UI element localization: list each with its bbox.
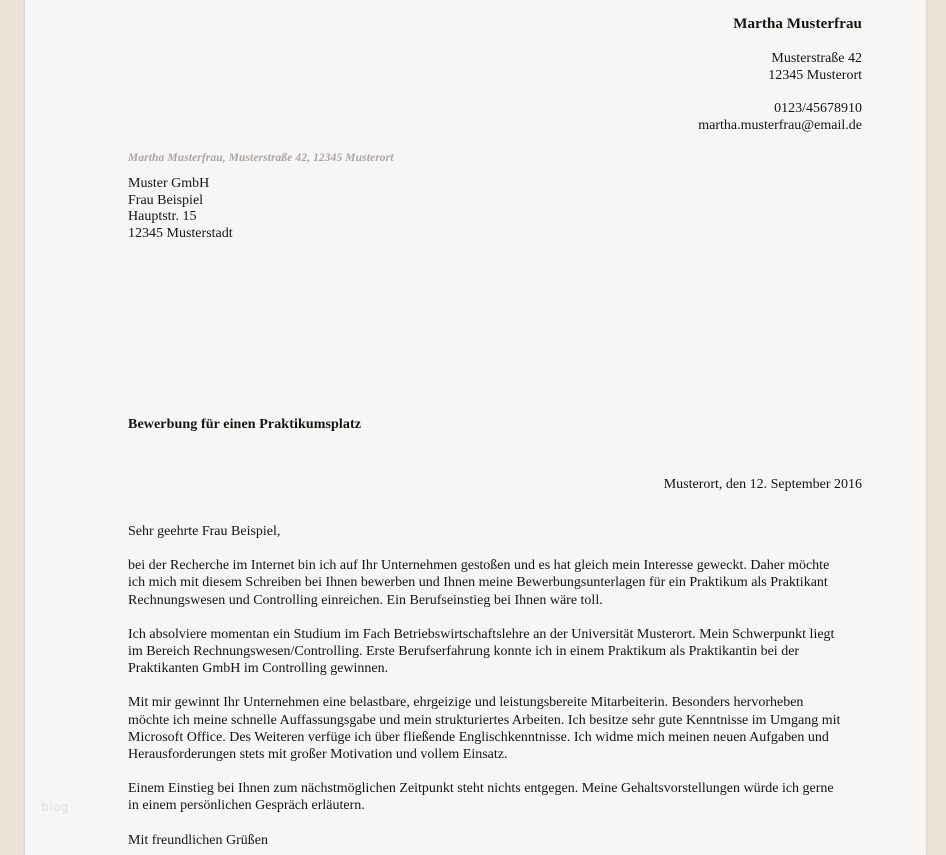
subject-line: Bewerbung für einen Praktikumsplatz xyxy=(128,417,362,432)
letterhead xyxy=(698,14,862,134)
body-paragraph-4: Einem Einstieg bei Ihnen zum nächstmöglichen Zeitpunkt steht nichts entgegen. Meine Gehaltsvorstellungen würde ich gerne in einem persönlichen Gespräch erläutern. xyxy=(128,781,834,814)
place-and-date: Musterort, den 12. September 2016 xyxy=(663,477,862,492)
letter-body xyxy=(128,523,841,849)
sender-email: martha.musterfrau@email.de xyxy=(698,118,862,133)
letter-page xyxy=(24,0,927,855)
recipient-company: Muster GmbH xyxy=(128,176,210,191)
salutation: Sehr geehrte Frau Beispiel, xyxy=(128,524,281,539)
recipient-contact: Frau Beispiel xyxy=(128,192,204,208)
recipient-city: 12345 Musterstadt xyxy=(128,225,233,241)
recipient-street: Hauptstr. 15 xyxy=(128,209,197,224)
body-paragraph-3: Mit mir gewinnt Ihr Unternehmen eine belastbare, ehrgeizige und leistungsbereite Mitarbeiterin. Besonders hervorheben möchte ich meine schnelle Auffassungsgabe und mein strukturiertes Arbeiten. Ich besitze sehr gute Kenntnisse im Umgang mit Microsoft Office. Des Weiteren verfüge ich über fließende Englischkenntnisse. Ich widme mich meinen neuen Aufgaben und Herausforderungen stets mit großer Motivation und vollem Einsatz. xyxy=(128,695,841,763)
recipient-address xyxy=(128,176,233,242)
body-paragraph-1: bei der Recherche im Internet bin ich auf Ihr Unternehmen gestoßen und es hat gleich mein Interesse geweckt. Daher möchte ich mich mit diesem Schreiben bei Ihnen bewerben und Ihnen meine Bewerbungsunterlagen für ein Praktikum als Praktikant Rechnungswesen und Controlling einreichen. Ein Berufseinstieg bei Ihnen wäre toll. xyxy=(128,558,830,608)
sender-phone: 0123/45678910 xyxy=(774,101,862,116)
sender-city: 12345 Musterort xyxy=(768,68,862,83)
sender-address xyxy=(698,50,862,84)
sender-contact xyxy=(698,100,862,134)
body-paragraph-2: Ich absolviere momentan ein Studium im Fach Betriebswirtschaftslehre an der Universität Musterort. Mein Schwerpunkt liegt im Bereich Rechnungswesen/Controlling. Erste Berufserfahrung konnte ich in einem Praktikum als Praktikantin bei der Praktikanten GmbH im Controlling gewinnen. xyxy=(128,626,835,677)
sender-name: Martha Musterfrau xyxy=(733,16,862,32)
return-address-line: Martha Musterfrau, Musterstraße 42, 12345 Musterort xyxy=(128,152,394,164)
sender-street: Musterstraße 42 xyxy=(771,51,862,66)
blog-watermark: blog xyxy=(41,800,69,814)
closing-salutation: Mit freundlichen Grüßen xyxy=(128,832,268,848)
